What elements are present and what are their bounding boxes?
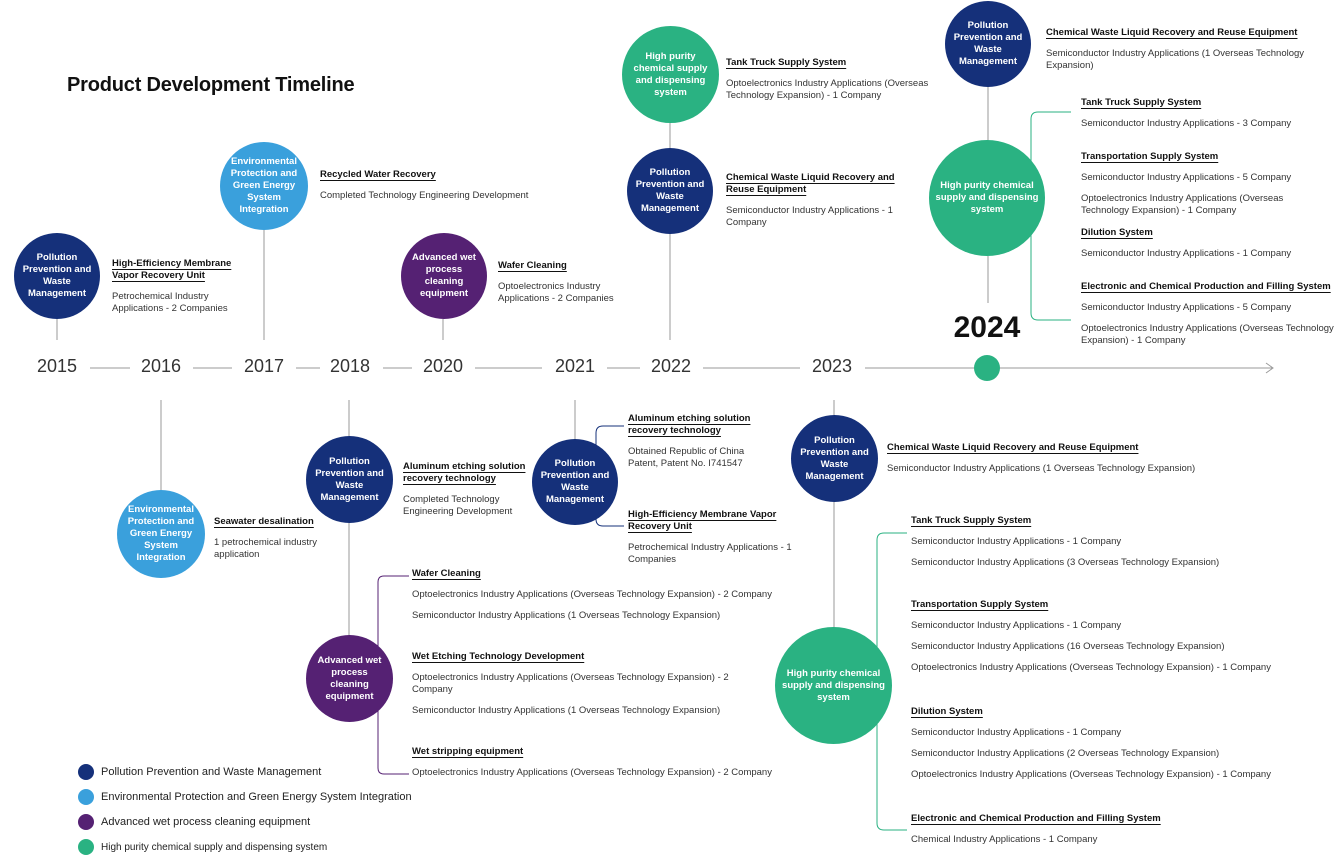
year-2023: 2023: [811, 356, 853, 376]
block-line: Optoelectronics Industry Applications (Overseas Technology Expansion) - 1 Company: [1081, 323, 1334, 346]
block-2018-aluminum: [403, 461, 533, 518]
legend-label: Pollution Prevention and Waste Management: [101, 766, 322, 778]
block-2018-wet-etching: [412, 651, 757, 717]
block-line: Semiconductor Industry Applications - 1 Company: [911, 620, 1122, 631]
block-line: Petrochemical Industry Applications - 1 Companies: [628, 542, 792, 565]
block-line: Chemical Industry Applications - 1 Company: [911, 834, 1098, 845]
block-2021-aluminum: [628, 413, 758, 470]
block-heading: Dilution System: [911, 706, 983, 717]
block-line: Semiconductor Industry Applications - 1 Company: [726, 205, 893, 228]
block-heading: Chemical Waste Liquid Recovery and Reuse Equipment: [887, 442, 1139, 453]
block-line: Optoelectronics Industry Applications (Overseas Technology Expansion) - 1 Company: [1081, 193, 1284, 216]
block-line: Semiconductor Industry Applications - 1 Company: [911, 536, 1122, 547]
block-heading: Chemical Waste Liquid Recovery and Reuse Equipment: [1046, 27, 1298, 38]
block-line: Completed Technology Engineering Development: [320, 190, 529, 201]
block-heading: Wafer Cleaning: [498, 260, 567, 271]
block-heading: Tank Truck Supply System: [911, 515, 1032, 526]
block-line: Optoelectronics Industry Applications (Overseas Technology Expansion) - 2 Company: [412, 589, 772, 600]
current-year-marker: [974, 355, 1000, 381]
block-line: Optoelectronics Industry Applications (Overseas Technology Expansion) - 1 Company: [911, 662, 1271, 673]
year-2024: 2024: [953, 311, 1021, 344]
block-heading: Recycled Water Recovery: [320, 169, 436, 180]
block-line: Semiconductor Industry Applications (16 Overseas Technology Expansion): [911, 641, 1225, 652]
block-2024-tank-truck: [1081, 97, 1331, 130]
legend-swatch: [78, 789, 94, 805]
block-line: Optoelectronics Industry Applications (Overseas Technology Expansion) - 1 Company: [726, 78, 929, 101]
block-2023-transportation: [911, 599, 1331, 674]
year-2020: 2020: [422, 356, 464, 376]
block-heading: Wet Etching Technology Development: [412, 651, 585, 662]
block-2020: [498, 260, 628, 305]
block-line: Completed Technology Engineering Development: [403, 494, 513, 517]
node-2015-pollution: Pollution Prevention and Waste Management: [14, 233, 100, 319]
block-heading: Aluminum etching solution recovery technology: [403, 461, 526, 484]
block-heading: Dilution System: [1081, 227, 1153, 238]
block-heading: High-Efficiency Membrane Vapor Recovery Unit: [628, 509, 777, 532]
block-line: Semiconductor Industry Applications (1 Overseas Technology Expansion): [1046, 48, 1305, 71]
block-heading: Electronic and Chemical Production and Filling System: [911, 813, 1161, 824]
block-line: Petrochemical Industry Applications - 2 Companies: [112, 291, 228, 314]
block-2023-waste-liquid: [887, 442, 1227, 475]
year-2022: 2022: [650, 356, 692, 376]
block-2023-tank-truck: [911, 515, 1301, 569]
block-2024-dilution: [1081, 227, 1331, 260]
block-heading: Tank Truck Supply System: [1081, 97, 1202, 108]
block-line: Semiconductor Industry Applications - 3 Company: [1081, 118, 1292, 129]
node-2024-high-purity: High purity chemical supply and dispensing system: [929, 140, 1045, 256]
block-line: Semiconductor Industry Applications - 5 Company: [1081, 172, 1292, 183]
block-2024-transportation: [1081, 151, 1321, 217]
block-2018-wafer-cleaning: [412, 568, 812, 622]
block-line: Optoelectronics Industry Applications - 2 Companies: [498, 281, 614, 304]
block-2016: [214, 516, 344, 561]
legend-item-environmental: [78, 789, 412, 805]
block-2023-dilution: [911, 706, 1331, 781]
legend-label: Environmental Protection and Green Energy System Integration: [101, 791, 412, 803]
block-2024-filling: [1081, 281, 1336, 347]
node-2023-pollution: Pollution Prevention and Waste Management: [791, 415, 878, 502]
block-2022-waste-liquid: [726, 172, 906, 229]
block-line: Optoelectronics Industry Applications (Overseas Technology Expansion) - 2 Company: [412, 767, 772, 778]
year-2016: 2016: [140, 356, 182, 376]
legend-label: Advanced wet process cleaning equipment: [101, 816, 311, 828]
node-2018-pollution: Pollution Prevention and Waste Management: [306, 436, 393, 523]
block-2024-waste-liquid: [1046, 27, 1316, 72]
block-2021-membrane: [628, 509, 808, 566]
block-heading: Tank Truck Supply System: [726, 57, 847, 68]
node-2021-pollution: Pollution Prevention and Waste Management: [532, 439, 618, 525]
page-title: Product Development Timeline: [67, 74, 355, 96]
node-2016-environmental: Environmental Protection and Green Energy System Integration: [117, 490, 205, 578]
block-line: Semiconductor Industry Applications (1 Overseas Technology Expansion): [412, 705, 721, 716]
block-2022-tank-truck: [726, 57, 951, 102]
block-2015: [112, 258, 242, 315]
node-2022-high-purity: High purity chemical supply and dispensing system: [622, 26, 719, 123]
block-line: Obtained Republic of China Patent, Patent No. I741547: [628, 446, 745, 469]
node-2024-pollution: Pollution Prevention and Waste Management: [945, 1, 1031, 87]
legend-swatch: [78, 814, 94, 830]
block-line: Semiconductor Industry Applications (2 Overseas Technology Expansion): [911, 748, 1220, 759]
node-2022-pollution: Pollution Prevention and Waste Management: [627, 148, 713, 234]
legend-swatch: [78, 764, 94, 780]
block-heading: Transportation Supply System: [1081, 151, 1219, 162]
year-2015: 2015: [36, 356, 78, 376]
block-line: Semiconductor Industry Applications (1 Overseas Technology Expansion): [412, 610, 721, 621]
node-2023-high-purity: High purity chemical supply and dispensing system: [775, 627, 892, 744]
legend-item-high-purity: [78, 839, 327, 855]
block-heading: Transportation Supply System: [911, 599, 1049, 610]
block-heading: Electronic and Chemical Production and Filling System: [1081, 281, 1331, 292]
node-2018-wet-process: Advanced wet process cleaning equipment: [306, 635, 393, 722]
year-2018: 2018: [329, 356, 371, 376]
block-heading: High-Efficiency Membrane Vapor Recovery Unit: [112, 258, 232, 281]
legend-label: High purity chemical supply and dispensing system: [101, 841, 328, 853]
block-heading: Aluminum etching solution recovery technology: [628, 413, 751, 436]
year-2021: 2021: [554, 356, 596, 376]
block-heading: Chemical Waste Liquid Recovery and Reuse Equipment: [726, 172, 895, 195]
year-2017: 2017: [243, 356, 285, 376]
legend-item-pollution: [78, 764, 321, 780]
block-line: Optoelectronics Industry Applications (Overseas Technology Expansion) - 1 Company: [911, 769, 1271, 780]
block-heading: Seawater desalination: [214, 516, 314, 527]
block-line: Semiconductor Industry Applications (1 Overseas Technology Expansion): [887, 463, 1196, 474]
block-2023-filling: [911, 813, 1301, 846]
block-line: Semiconductor Industry Applications - 1 Company: [911, 727, 1122, 738]
block-line: Optoelectronics Industry Applications (Overseas Technology Expansion) - 2 Company: [412, 672, 729, 695]
block-line: Semiconductor Industry Applications - 1 Company: [1081, 248, 1292, 259]
block-line: 1 petrochemical industry application: [214, 537, 317, 560]
node-2017-environmental: Environmental Protection and Green Energy System Integration: [220, 142, 308, 230]
legend-item-wet-process: [78, 814, 310, 830]
block-line: Semiconductor Industry Applications (3 Overseas Technology Expansion): [911, 557, 1220, 568]
block-heading: Wet stripping equipment: [412, 746, 524, 757]
block-2018-wet-stripping: [412, 746, 812, 779]
legend-swatch: [78, 839, 94, 855]
block-heading: Wafer Cleaning: [412, 568, 481, 579]
node-2020-wet-process: Advanced wet process cleaning equipment: [401, 233, 487, 319]
block-2017: [320, 169, 560, 202]
block-line: Semiconductor Industry Applications - 5 Company: [1081, 302, 1292, 313]
